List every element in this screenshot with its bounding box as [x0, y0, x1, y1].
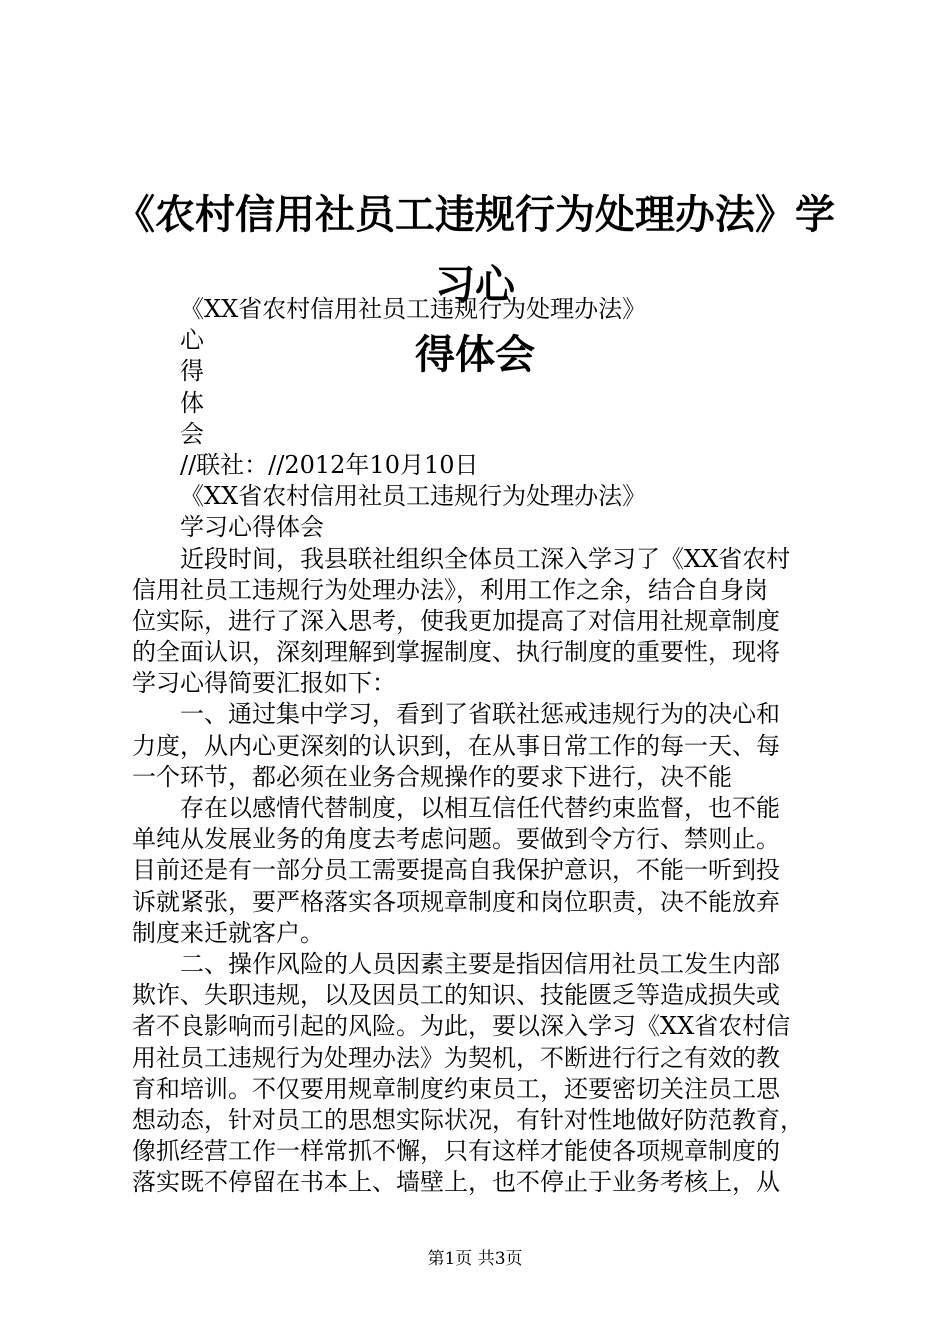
body-line: 存在以感情代替制度，以相互信任代替约束监督，也不能	[180, 794, 780, 822]
body-line: 得	[180, 357, 204, 386]
body-line: 《XX省农村信用社员工违规行为处理办法》	[180, 295, 647, 323]
body-line: 制度来迁就客户。	[132, 918, 324, 947]
body-line: 力度，从内心更深刻的认识到，在从事日常工作的每一天、每	[132, 731, 780, 760]
body-line: 育和培训。不仅要用规章制度约束员工，还要密切关注员工思	[132, 1074, 780, 1103]
body-line: 像抓经营工作一样常抓不懈，只有这样才能使各项规章制度的	[132, 1137, 780, 1166]
body-line: 单纯从发展业务的角度去考虑问题。要做到令方行、禁则止。	[132, 825, 780, 854]
body-line: 位实际，进行了深入思考，使我更加提高了对信用社规章制度	[132, 606, 780, 635]
body-line: 者不良影响而引起的风险。为此，要以深入学习《XX省农村信	[132, 1012, 791, 1041]
page-number-footer: 第1页 共3页	[427, 1249, 523, 1269]
body-line: 想动态，针对员工的思想实际状况，有针对性地做好防范教育，	[132, 1105, 804, 1134]
body-line: 心	[180, 326, 204, 355]
body-line: 欺诈、失职违规，以及因员工的知识、技能匮乏等造成损失或	[132, 981, 780, 1010]
body-line: 一、通过集中学习，看到了省联社惩戒违规行为的决心和	[180, 700, 780, 729]
body-line: 信用社员工违规行为处理办法》，利用工作之余，结合自身岗	[132, 575, 768, 604]
body-line: 的全面认识，深刻理解到掌握制度、执行制度的重要性，现将	[132, 638, 780, 667]
body-line: 二、操作风险的人员因素主要是指因信用社员工发生内部	[180, 949, 780, 978]
body-line: //联社：//2012年10月10日	[180, 450, 479, 479]
title-line-2: 得体会	[415, 332, 535, 378]
body-line: 《XX省农村信用社员工违规行为处理办法》	[180, 482, 647, 511]
body-line: 用社员工违规行为处理办法》为契机，不断进行行之有效的教	[132, 1043, 780, 1072]
body-line: 学习心得体会	[180, 513, 324, 542]
body-line: 学习心得简要汇报如下：	[132, 669, 396, 698]
body-line: 一个环节，都必须在业务合规操作的要求下进行，决不能	[132, 762, 732, 791]
document-body	[132, 294, 832, 1198]
body-line: 落实既不停留在书本上、墙壁上，也不停止于业务考核上，从	[132, 1168, 780, 1197]
body-line: 近段时间，我县联社组织全体员工深入学习了《XX省农村	[180, 544, 791, 573]
body-line: 诉就紧张，要严格落实各项规章制度和岗位职责，决不能放弃	[132, 887, 780, 916]
body-line: 目前还是有一部分员工需要提高自我保护意识，不能一听到投	[132, 856, 780, 885]
title-line-1: 《农村信用社员工违规行为处理办法》学习心	[115, 192, 835, 308]
body-line: 会	[180, 419, 204, 448]
body-line: 体	[180, 388, 204, 417]
